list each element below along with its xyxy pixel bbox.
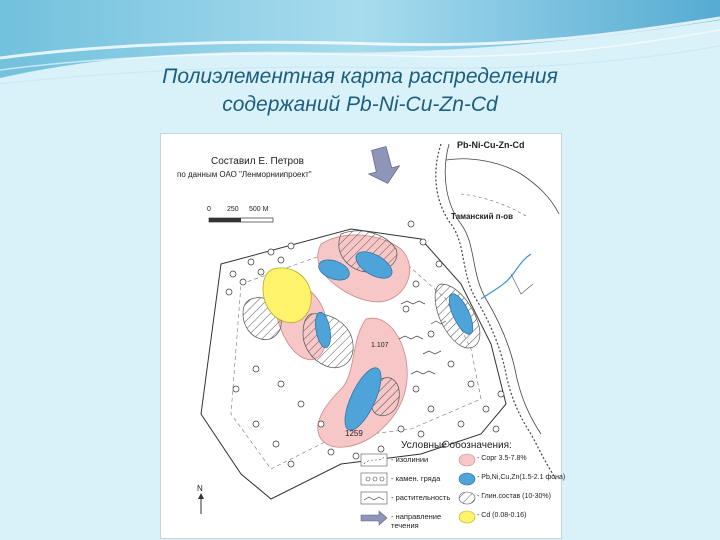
slide-title [0, 63, 720, 119]
slide-title-line-1: Полиэлементная карта распределения [162, 65, 558, 88]
map-author: Составил Е. Петров [211, 156, 304, 167]
legend-title: Условные обозначения: [401, 440, 512, 451]
legend-item-cd: - Cd (0.08-0.16) [477, 512, 527, 519]
depth-label-1: 1.107 [371, 342, 389, 349]
legend-item-stone-ridge: - камен. гряда [391, 474, 441, 483]
scale-tick-0: 0 [207, 206, 211, 213]
legend-item-clay: - Глин.состав (10-30%) [477, 493, 551, 500]
map-corner-label: Pb-Ni-Cu-Zn-Cd [457, 140, 525, 150]
current-direction-arrow [363, 144, 403, 187]
legend-current-arrow-icon [361, 511, 387, 525]
depth-label-2: 1259 [345, 429, 363, 438]
map-source: по данным ОАО "Ленморниипроект" [177, 170, 312, 179]
legend-item-metals: - Pb,Ni,Cu,Zn(1.5-2.1 фона) [477, 474, 566, 481]
legend-item-vegetation: - растительность [391, 493, 451, 502]
scale-tick-500: 500 М [249, 206, 269, 213]
legend-item-current: - направление течения [391, 512, 442, 530]
map-panel [160, 133, 566, 539]
north-label: N [197, 484, 203, 493]
scale-tick-250: 250 [227, 206, 239, 213]
scale-bar [209, 218, 273, 222]
legend-item-corg: - Сорг 3.5-7.8% [477, 455, 527, 462]
slide-title-line-2: содержаний Pb-Ni-Cu-Zn-Cd [222, 93, 498, 116]
legend-item-isoline: - изолинии [391, 455, 429, 464]
place-name: Таманский п-ов [451, 212, 514, 221]
